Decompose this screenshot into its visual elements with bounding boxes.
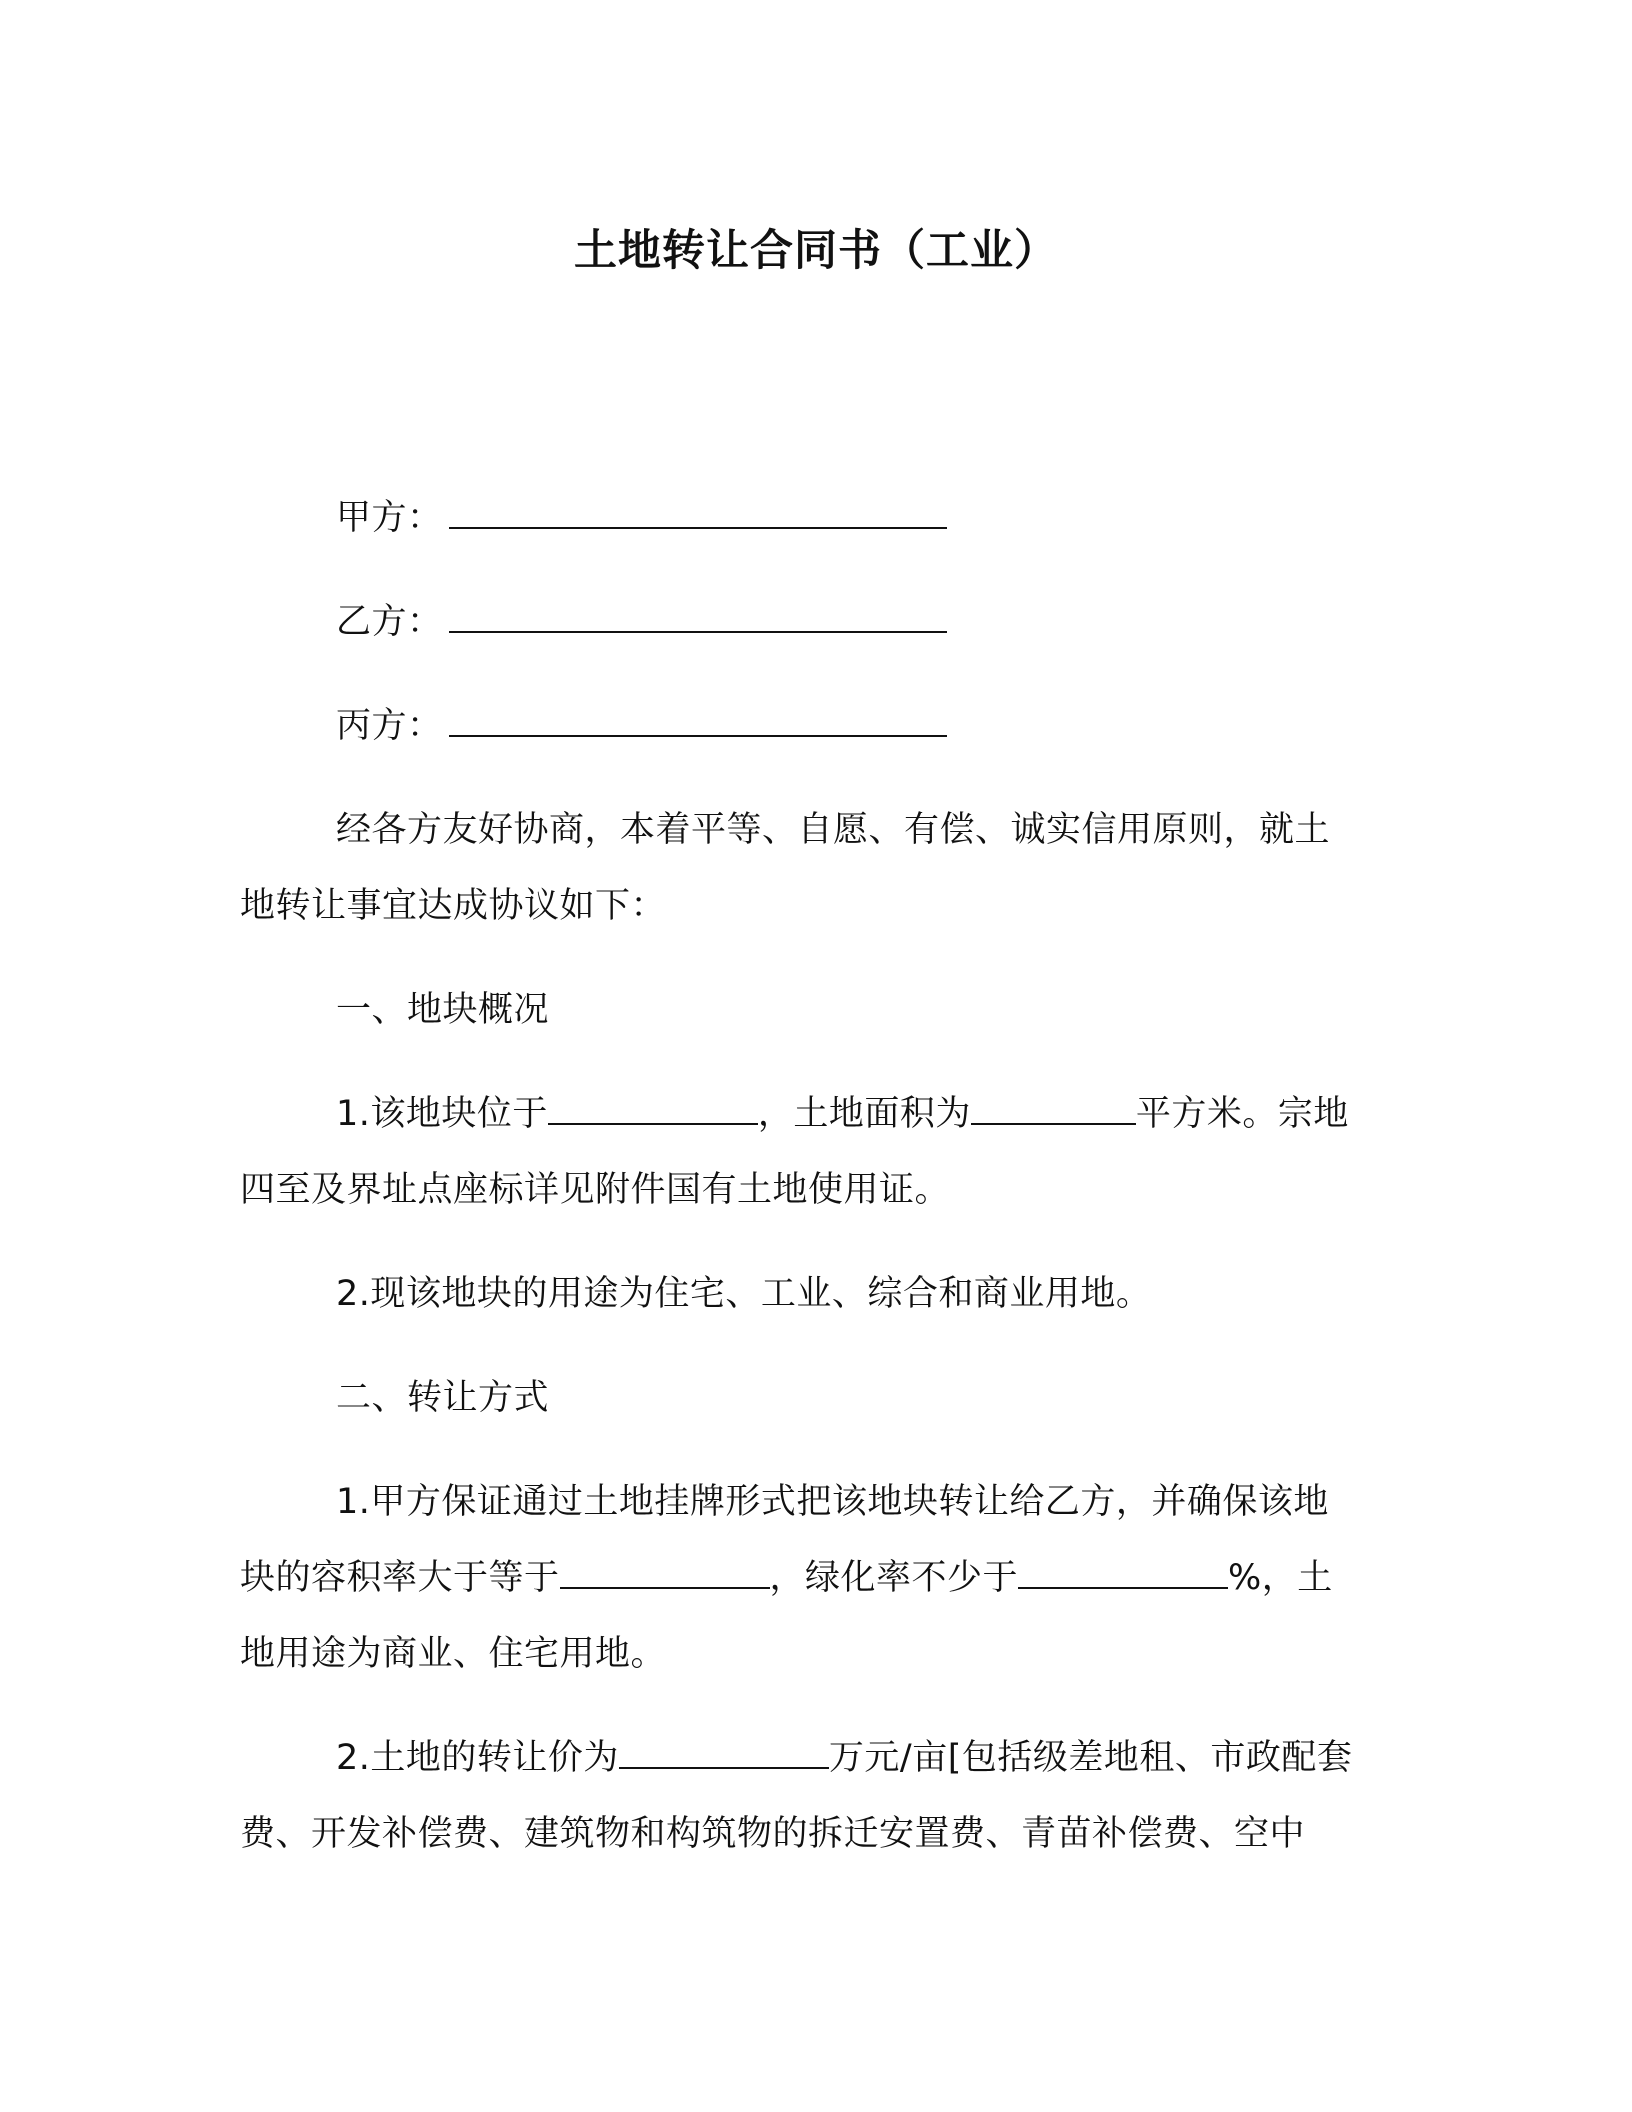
far-text-a: 块的容积率大于等于 xyxy=(240,1558,560,1598)
intro-line-2: 地转让事宜达成协议如下： xyxy=(240,886,667,926)
document-title: 土地转让合同书（工业） xyxy=(574,226,1058,276)
party-b-line xyxy=(336,599,947,645)
price-blank xyxy=(619,1737,829,1769)
section-1-item-1-line-1 xyxy=(336,1091,1349,1137)
section-2-item-2-line-2: 费、开发补偿费、建筑物和构筑物的拆迁安置费、青苗补偿费、空中 xyxy=(240,1814,1306,1854)
price-text-b: 万元/亩[包括级差地租、市政配套 xyxy=(828,1738,1353,1778)
floor-area-ratio-blank xyxy=(560,1557,770,1589)
party-b-label: 乙方： xyxy=(336,602,443,642)
price-text-a: 2.土地的转让价为 xyxy=(336,1738,619,1778)
section-2-item-1-line-3: 地用途为商业、住宅用地。 xyxy=(240,1634,667,1674)
section-1-item-2: 2.现该地块的用途为住宅、工业、综合和商业用地。 xyxy=(336,1274,1152,1314)
party-c-blank xyxy=(449,705,947,737)
party-a-line xyxy=(336,495,947,541)
party-a-label: 甲方： xyxy=(336,498,443,538)
section-2-heading: 二、转让方式 xyxy=(336,1378,550,1418)
far-text-c: %，土 xyxy=(1228,1558,1333,1598)
item-1-text-b: ，土地面积为 xyxy=(757,1094,971,1134)
party-a-blank xyxy=(449,497,947,529)
section-2-item-2-line-1 xyxy=(336,1735,1352,1781)
party-c-label: 丙方： xyxy=(336,706,443,746)
section-1-heading: 一、地块概况 xyxy=(336,990,550,1030)
location-blank xyxy=(548,1093,758,1125)
section-2-item-1-line-1: 1.甲方保证通过土地挂牌形式把该地块转让给乙方，并确保该地 xyxy=(336,1482,1329,1522)
far-text-b: ，绿化率不少于 xyxy=(769,1558,1019,1598)
green-rate-blank xyxy=(1018,1557,1228,1589)
item-1-text-c: 平方米。宗地 xyxy=(1135,1094,1349,1134)
item-1-text-a: 1.该地块位于 xyxy=(336,1094,548,1134)
section-1-item-1-line-2: 四至及界址点座标详见附件国有土地使用证。 xyxy=(240,1170,951,1210)
section-2-item-1-line-2 xyxy=(240,1555,1333,1601)
area-blank xyxy=(971,1093,1136,1125)
party-c-line xyxy=(336,703,947,749)
party-b-blank xyxy=(449,601,947,633)
intro-line-1: 经各方友好协商，本着平等、自愿、有偿、诚实信用原则，就土 xyxy=(336,810,1331,850)
